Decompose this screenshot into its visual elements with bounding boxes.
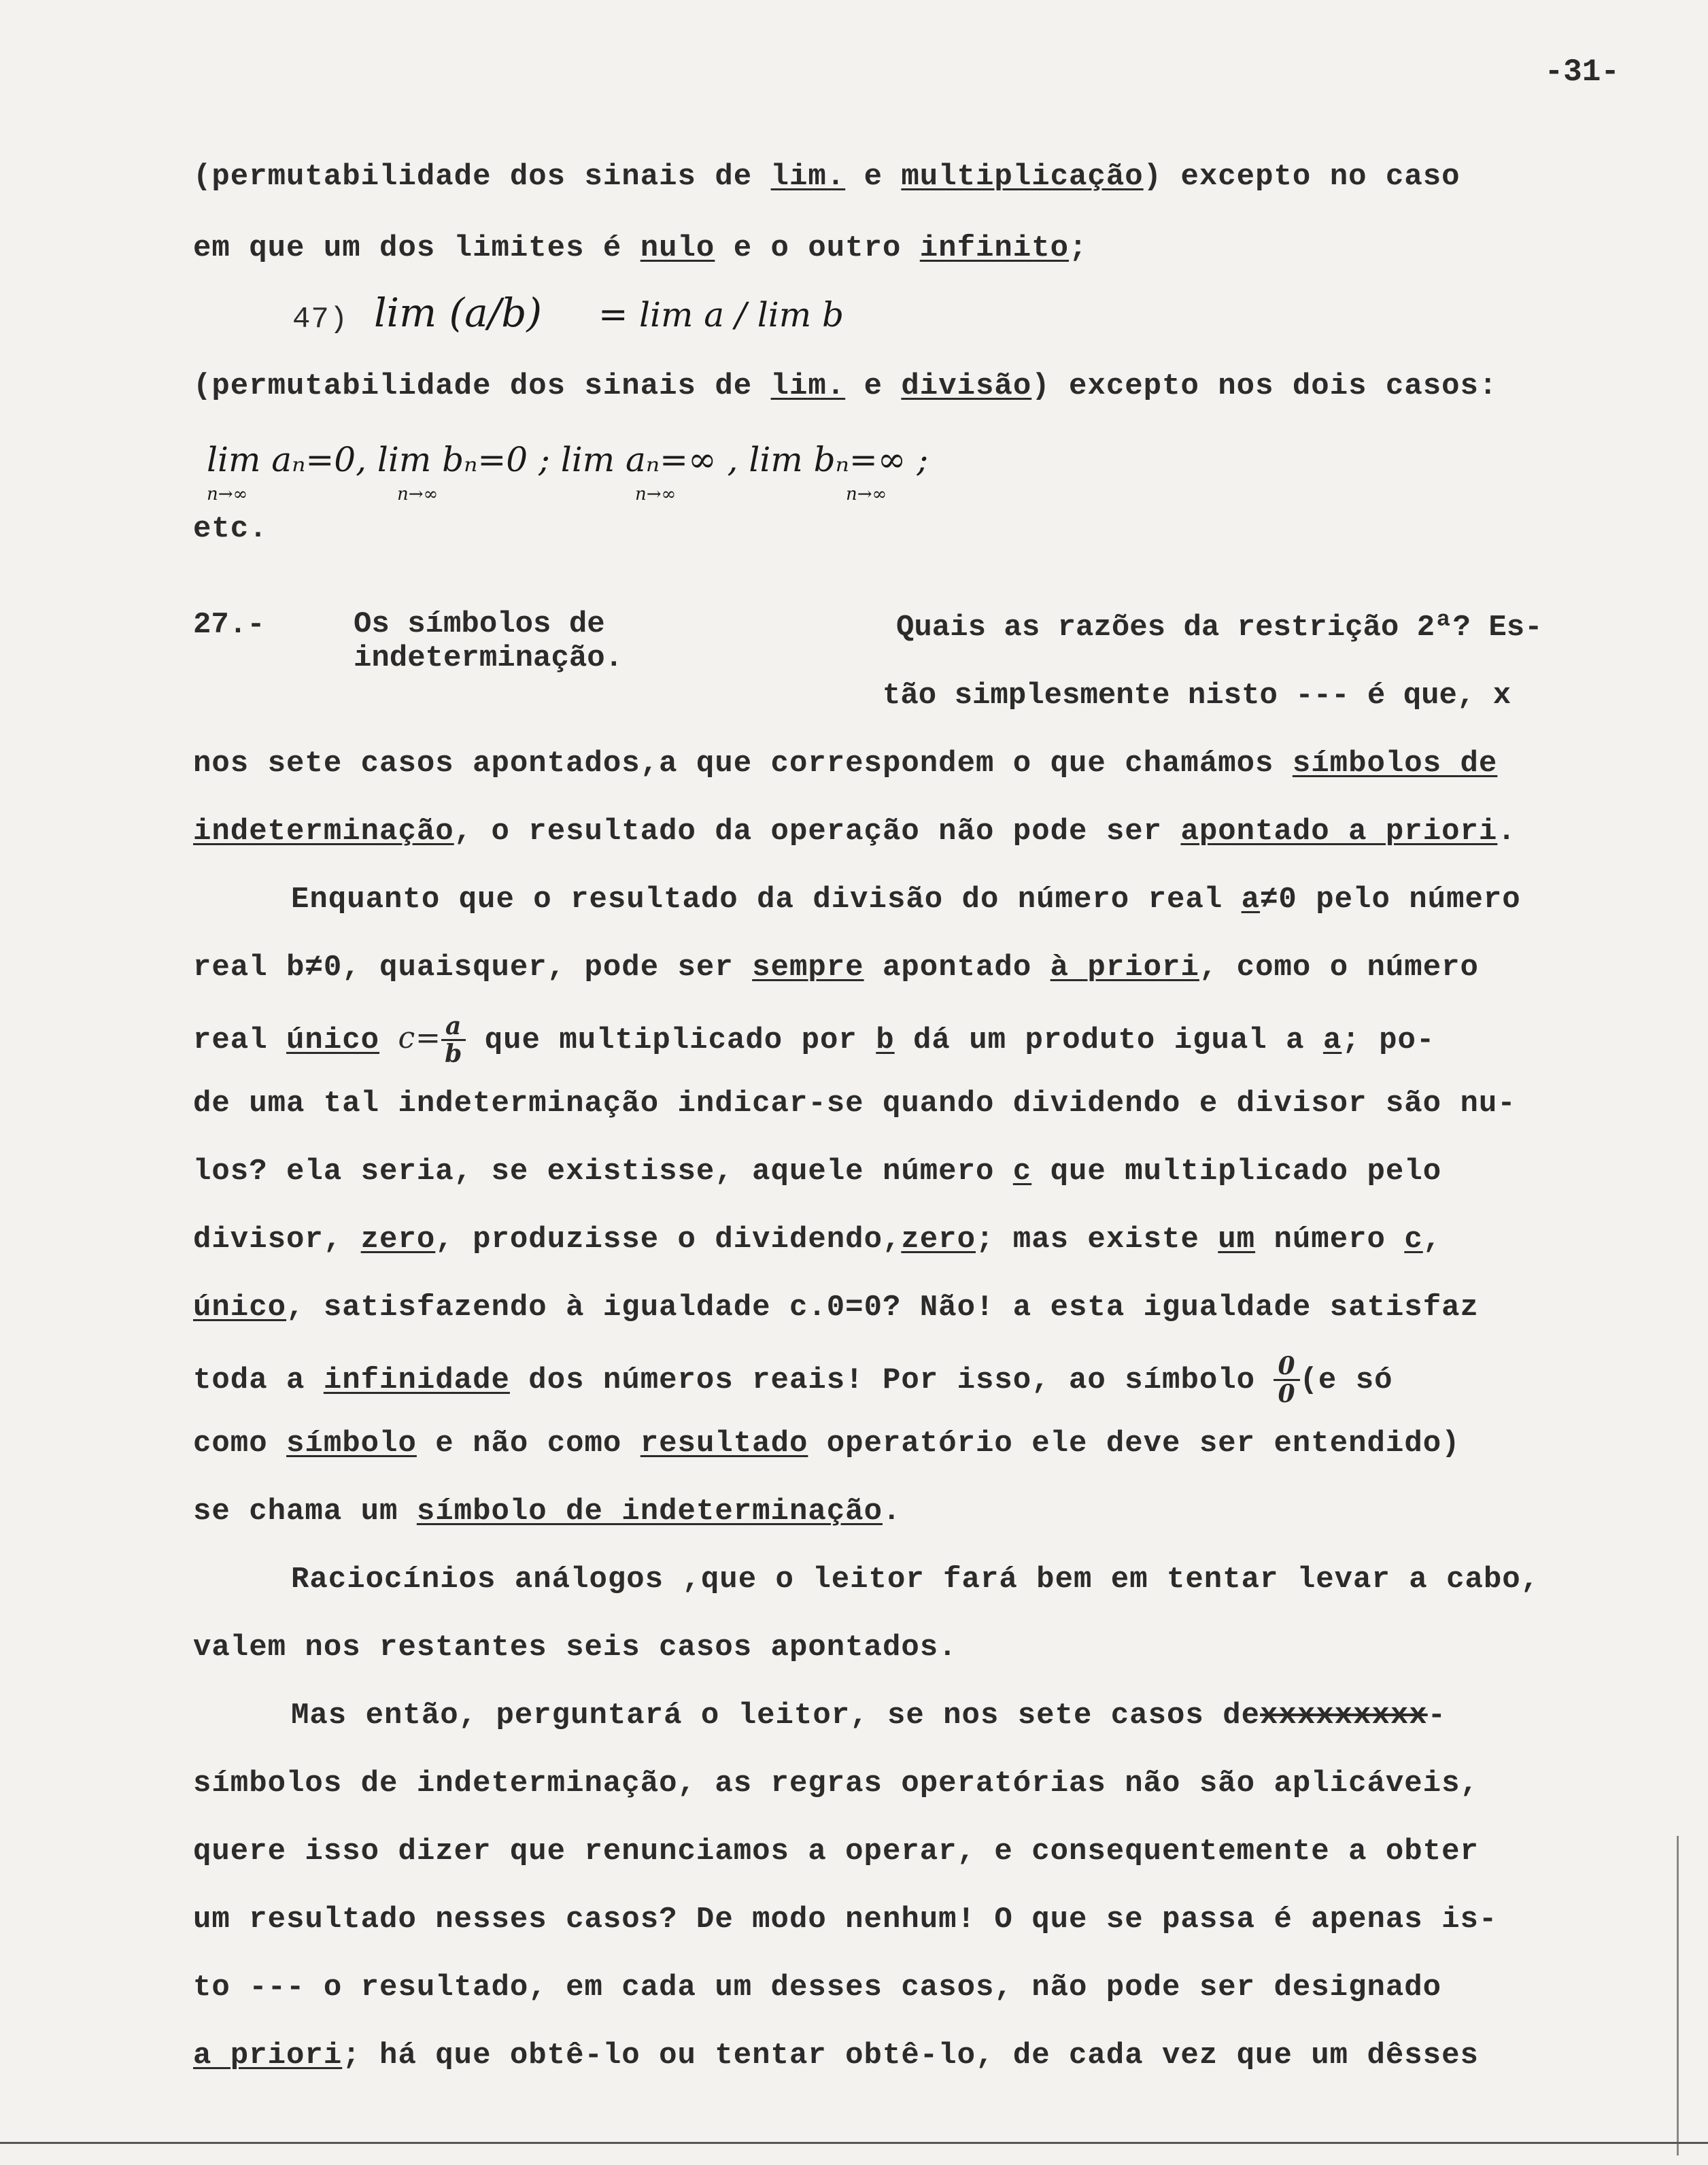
underlined-term: infinito — [919, 231, 1070, 265]
underlined-term: infinidade — [323, 1363, 510, 1398]
handwritten-cases — [193, 432, 1349, 513]
text-span: real b≠0, quaisquer, pode ser — [193, 951, 753, 985]
text-line-2 — [193, 228, 1628, 269]
underlined-term: c — [1404, 1223, 1423, 1257]
text-line-23 — [193, 2035, 1628, 2076]
text-line-6 — [291, 879, 1708, 920]
underlined-term: símbolo — [286, 1427, 417, 1461]
underlined-term: zero — [901, 1223, 976, 1257]
underlined-term: a priori — [193, 2039, 343, 2073]
text-line-5 — [193, 811, 1628, 852]
text-line-8 — [193, 1013, 1628, 1067]
text-line-21: um resultado nesses casos? De modo nenhum! O que se passa é apenas is- — [193, 1903, 1498, 1937]
text-span: que multiplicado pelo — [1031, 1155, 1442, 1189]
text-span: . — [1497, 815, 1516, 849]
text-line-18: Mas então, perguntará o leitor, se nos sete casos dexxxxxxxxx- — [291, 1699, 1447, 1733]
text-span: ) excepto no caso — [1143, 160, 1461, 194]
fraction-denominator: b — [445, 1040, 463, 1068]
text-line-right-1: Quais as razões da restrição 2ª? Es- — [896, 611, 1543, 645]
underlined-term: b — [876, 1023, 895, 1058]
text-span: dá um produto igual a — [894, 1023, 1323, 1058]
text-span: . — [882, 1495, 902, 1529]
text-line-4 — [193, 743, 1628, 784]
formula-47-label: 47) — [292, 303, 349, 337]
text-span: ≠0 pelo número — [1260, 883, 1521, 917]
text-span: e o outro — [715, 231, 920, 265]
text-span: (permutabilidade dos sinais de — [193, 160, 771, 194]
text-span: los? ela seria, se existisse, aquele número — [193, 1155, 1013, 1189]
text-span: (e só — [1299, 1363, 1393, 1398]
fraction-numerator: a — [441, 1013, 466, 1041]
section-title: Os símbolos de indeterminação. — [354, 607, 624, 675]
text-span: dos números reais! Por isso, ao símbolo — [509, 1363, 1274, 1398]
text-span: Mas então, perguntará o leitor, se nos sete casos de — [291, 1699, 1261, 1733]
text-span: operatório ele deve ser entendido) — [808, 1427, 1461, 1461]
text-line-16: Raciocínios análogos ,que o leitor fará bem em tentar levar a cabo, — [291, 1563, 1540, 1597]
underlined-term: lim. — [770, 369, 846, 403]
text-span: (permutabilidade dos sinais de — [193, 369, 771, 403]
underlined-term: a — [1322, 1023, 1342, 1058]
underlined-term: símbolos de — [1292, 747, 1498, 781]
etc-line: etc. — [193, 512, 268, 546]
text-line-9: de uma tal indeterminação indicar-se quando dividendo e divisor são nu- — [193, 1087, 1516, 1121]
text-line-15 — [193, 1491, 1628, 1532]
text-span: , produzisse o dividendo, — [435, 1223, 902, 1257]
subscript-3: n→∞ — [635, 484, 677, 505]
underlined-term: a — [1241, 883, 1261, 917]
underlined-term: apontado a priori — [1180, 815, 1498, 849]
text-span: ; po- — [1342, 1023, 1435, 1058]
fraction-zero-over-zero — [1274, 1353, 1299, 1407]
text-line-11 — [193, 1219, 1628, 1260]
formula-47-lhs: lim (a/b) — [374, 290, 543, 336]
section-number: 27.- — [193, 608, 265, 642]
cases-expression: lim aₙ=0, lim bₙ=0 ; lim aₙ=∞ , lim bₙ=∞ ; — [207, 440, 929, 479]
subscript-2: n→∞ — [397, 484, 439, 505]
text-span: em que um dos limites é — [193, 231, 640, 265]
underlined-term: divisão — [901, 369, 1032, 403]
underlined-term: zero — [360, 1223, 436, 1257]
text-span: , o resultado da operação não pode ser — [454, 815, 1181, 849]
text-span: tão simplesmente nisto --- é que, — [883, 679, 1493, 713]
text-span: ) excepto nos dois casos: — [1031, 369, 1498, 403]
underlined-term: à priori — [1050, 951, 1199, 985]
text-span: que multiplicado por — [466, 1023, 876, 1058]
text-line-22: to --- o resultado, em cada um desses casos, não pode ser designado — [193, 1971, 1442, 2005]
text-span: divisor, — [193, 1223, 361, 1257]
text-line-1 — [193, 156, 1628, 197]
page-number: -31- — [1544, 54, 1620, 90]
text-span: Enquanto que o resultado da divisão do número real — [291, 883, 1242, 917]
underlined-term: multiplicação — [901, 160, 1144, 194]
text-span: nos sete casos apontados,a que correspondem o que chamámos — [193, 747, 1293, 781]
fraction-numerator: 0 — [1274, 1353, 1299, 1381]
strike-mark: x — [1492, 679, 1511, 713]
formula-47-rhs: lim a / lim b — [639, 295, 844, 335]
subscript-1: n→∞ — [207, 484, 248, 505]
text-span: apontado — [864, 951, 1051, 985]
underlined-term: c — [1012, 1155, 1032, 1189]
text-span: e — [845, 369, 902, 403]
struck-out-text: xxxxxxxxx — [1260, 1699, 1428, 1733]
text-span: , — [1422, 1223, 1442, 1257]
underlined-term: resultado — [640, 1427, 808, 1461]
text-span: como — [193, 1427, 287, 1461]
underlined-term: lim. — [770, 160, 846, 194]
underlined-term: nulo — [640, 231, 715, 265]
formula-47-equals: = — [598, 294, 628, 335]
text-line-20: quere isso dizer que renunciamos a operar, e consequentemente a obter — [193, 1835, 1479, 1869]
text-span: ; — [1069, 231, 1088, 265]
underlined-term: um — [1218, 1223, 1256, 1257]
text-line-14 — [193, 1423, 1628, 1464]
text-line-19: símbolos de indeterminação, as regras operatórias não são aplicáveis, — [193, 1767, 1479, 1801]
text-line-3 — [193, 366, 1628, 407]
underlined-term: indeterminação — [193, 815, 454, 849]
underlined-term: único — [193, 1291, 287, 1325]
text-span: e não como — [416, 1427, 640, 1461]
handwritten-formula-47 — [367, 275, 911, 371]
text-span: real — [193, 1023, 287, 1058]
text-line-right-2 — [883, 675, 1511, 716]
text-line-17: valem nos restantes seis casos apontados. — [193, 1631, 957, 1665]
text-span: ; mas existe — [976, 1223, 1218, 1257]
page-bottom-rule — [0, 2142, 1708, 2144]
text-span: e — [845, 160, 902, 194]
text-span: se chama um — [193, 1495, 417, 1529]
underlined-term: sempre — [752, 951, 864, 985]
fraction-a-over-b — [441, 1013, 466, 1067]
underlined-term: único — [286, 1023, 380, 1058]
text-span: ; há que obtê-lo ou tentar obtê-lo, de cada vez que um dêsses — [342, 2039, 1479, 2073]
text-line-10 — [193, 1151, 1628, 1192]
underlined-term: símbolo de indeterminação — [416, 1495, 883, 1529]
text-line-12 — [193, 1287, 1628, 1328]
subscript-4: n→∞ — [846, 484, 887, 505]
text-span: número — [1255, 1223, 1405, 1257]
text-span: , como o número — [1199, 951, 1479, 985]
text-span: , satisfazendo à igualdade c.0=0? Não! a esta igualdade satisfaz — [286, 1291, 1479, 1325]
text-line-13 — [193, 1353, 1628, 1407]
fraction-denominator: 0 — [1278, 1380, 1296, 1408]
text-line-7 — [193, 947, 1628, 988]
page-edge-rule — [1677, 1836, 1679, 2155]
text-span: toda a — [193, 1363, 324, 1398]
fraction-lhs: c= — [398, 1021, 441, 1056]
